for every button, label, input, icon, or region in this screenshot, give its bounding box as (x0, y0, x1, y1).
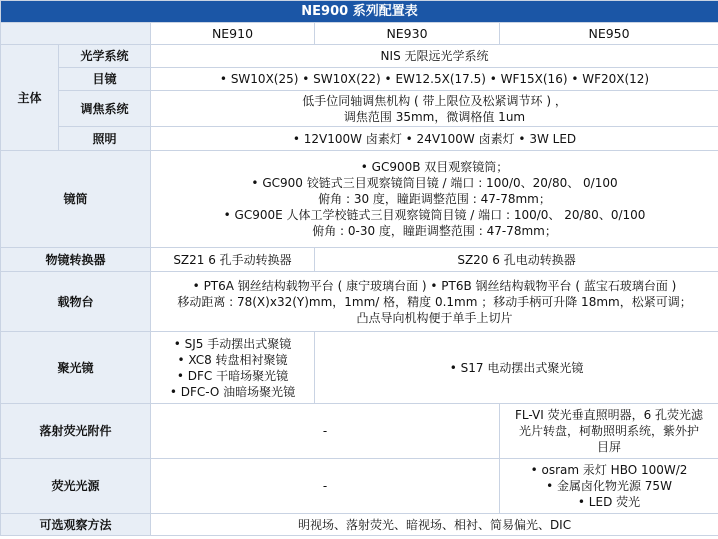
stage-line: 凸点导向机构便于单手上切片 (356, 310, 513, 325)
tube-line: • GC900E 人体工学校链式三目观察镜筒目镜 / 端口 : 100/0、 20/80、0/100 (223, 208, 646, 222)
observation-label: 可选观察方法 (1, 514, 151, 536)
epi-fluor-line: 光片转盘，柯勒照明系统，紫外护 (519, 424, 700, 438)
model-header-ne910: NE910 (151, 23, 315, 45)
focus-line: 低手位同轴调焦机构 ( 带上限位及松紧调节环 ) ， (302, 93, 567, 108)
stage-line: • PT6A 钢丝结构载物平台 ( 康宁玻璃台面 ) • PT6B 钢丝结构载物平台 ( 蓝宝石玻璃台面 ) (192, 278, 677, 293)
epi-fluor-line: FL-VI 荧光垂直照明器，6 孔荧光滤 (515, 408, 704, 422)
condenser-item: • DFC 干暗场聚光镜 (176, 368, 289, 383)
optical-system-label: 光学系统 (59, 45, 151, 68)
tube-line: 俯角 : 0-30 度，瞳距调整范围 : 47-78mm； (312, 224, 557, 238)
tube-label: 镜筒 (1, 151, 151, 248)
tube-line: • GC900 铰链式三目观察镜筒目镜 / 端口 : 100/0、20/80、 0/100 (251, 176, 618, 190)
eyepiece-label: 目镜 (59, 68, 151, 91)
illumination-label: 照明 (59, 127, 151, 151)
fluor-source-ne910-930: - (151, 459, 500, 514)
nosepiece-ne910: SZ21 6 孔手动转换器 (151, 248, 315, 272)
stage-label: 载物台 (1, 272, 151, 332)
fluor-source-line: • osram 汞灯 HBO 100W/2 (530, 463, 688, 477)
model-header-ne950: NE950 (500, 23, 718, 45)
condenser-ne910 (151, 332, 315, 404)
fluor-source-label: 荧光光源 (1, 459, 151, 514)
optical-system-value: NIS 无限远光学系统 (151, 45, 718, 68)
table-title: NE900 系列配置表 (1, 1, 718, 23)
main-body-label: 主体 (1, 45, 59, 151)
epi-fluor-ne910-930: - (151, 404, 500, 459)
condenser-item: • SJ5 手动摆出式聚镜 (173, 336, 292, 351)
focus-label: 调焦系统 (59, 91, 151, 127)
condenser-ne930-950: • S17 电动摆出式聚光镜 (315, 332, 718, 404)
focus-value (151, 91, 718, 127)
stage-line: 移动距离 : 78(X)x32(Y)mm，1mm/ 格，精度 0.1mm ；移动手柄可升降 18mm，松紧可调； (177, 294, 692, 309)
condenser-item: • DFC-O 油暗场聚光镜 (169, 384, 296, 399)
header-corner (1, 23, 151, 45)
nosepiece-label: 物镜转换器 (1, 248, 151, 272)
condenser-label: 聚光镜 (1, 332, 151, 404)
tube-line: • GC900B 双目观察镜筒； (360, 160, 509, 174)
fluor-source-ne950 (500, 459, 718, 514)
stage-value (151, 272, 718, 332)
model-header-ne930: NE930 (315, 23, 500, 45)
observation-value: 明视场、落射荧光、暗视场、相衬、简易偏光、DIC (151, 514, 718, 536)
nosepiece-ne930-950: SZ20 6 孔电动转换器 (315, 248, 718, 272)
epi-fluor-label: 落射荧光附件 (1, 404, 151, 459)
illumination-value: • 12V100W 卤素灯 • 24V100W 卤素灯 • 3W LED (151, 127, 718, 151)
focus-line: 调焦范围 35mm，微调格值 1um (343, 109, 526, 124)
epi-fluor-line: 目屏 (597, 440, 622, 454)
condenser-item: • XC8 转盘相衬聚镜 (177, 352, 288, 367)
tube-value (151, 151, 718, 248)
epi-fluor-ne950 (500, 404, 718, 459)
fluor-source-line: • 金属卤化物光源 75W (546, 479, 672, 493)
fluor-source-line: • LED 荧光 (577, 495, 641, 509)
eyepiece-value: • SW10X(25) • SW10X(22) • EW12.5X(17.5) • WF15X(16) • WF20X(12) (151, 68, 718, 91)
tube-line: 俯角 : 30 度，瞳距调整范围 : 47-78mm； (318, 192, 551, 206)
